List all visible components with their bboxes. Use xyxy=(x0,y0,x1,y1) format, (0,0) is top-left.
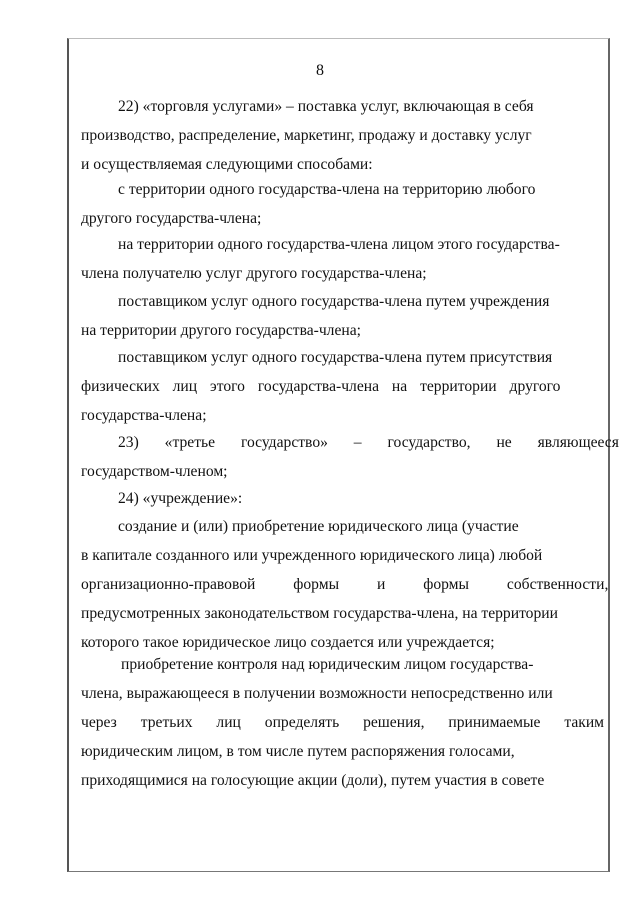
text-line: в капитале созданного или учрежденного юридического лица) любой xyxy=(81,547,543,564)
text-line: государством-членом; xyxy=(81,463,228,480)
text-line: приходящимися на голосующие акции (доли), путем участия в совете xyxy=(81,772,545,789)
text-line: организационно-правовой формы и формы собственности, xyxy=(81,576,609,593)
text-line: на территории другого государства-члена; xyxy=(81,322,361,339)
text-line: физических лиц этого государства-члена на территории другого xyxy=(81,378,561,395)
text-line: юридическим лицом, в том числе путем распоряжения голосами, xyxy=(81,743,515,760)
paragraph-23 xyxy=(81,428,619,486)
text-line: 22) «торговля услугами» – поставка услуг, включающая в себя xyxy=(118,98,534,115)
paragraph-method-2 xyxy=(81,230,587,288)
paragraph-method-3 xyxy=(81,287,587,345)
text-line: члена получателю услуг другого государства-члена; xyxy=(81,265,427,282)
page-number: 8 xyxy=(316,62,324,79)
paragraph-22 xyxy=(81,92,587,179)
text-line: и осуществляемая следующими способами: xyxy=(81,156,373,173)
text-line: которого такое юридическое лицо создается или учреждается; xyxy=(81,634,495,651)
text-line: через третьих лиц определять решения, принимаемые таким xyxy=(81,714,605,731)
text-line: 23) «третье государство» – государство, не являющееся xyxy=(118,434,619,451)
paragraph-method-1 xyxy=(81,175,587,233)
text-line: производство, распределение, маркетинг, продажу и доставку услуг xyxy=(81,127,532,144)
text-line: 24) «учреждение»: xyxy=(118,490,243,507)
text-line: поставщиком услуг одного государства-члена путем присутствия xyxy=(118,349,553,366)
text-line: другого государства-члена; xyxy=(81,210,262,227)
text-line: на территории одного государства-члена лицом этого государства- xyxy=(118,236,560,253)
text-line: создание и (или) приобретение юридического лица (участие xyxy=(118,518,519,535)
text-line: поставщиком услуг одного государства-члена путем учреждения xyxy=(118,293,550,310)
text-line: предусмотренных законодательством государства-члена, на территории xyxy=(81,605,558,622)
text-line: члена, выражающееся в получении возможности непосредственно или xyxy=(81,685,553,702)
text-line: государства-члена; xyxy=(81,407,207,424)
text-line: приобретение контроля над юридическим лицом государства- xyxy=(121,656,534,673)
paragraph-24 xyxy=(81,484,587,513)
paragraph-establishment-1 xyxy=(81,512,609,657)
paragraph-method-4 xyxy=(81,343,587,430)
paragraph-establishment-2 xyxy=(81,650,605,795)
text-line: с территории одного государства-члена на территорию любого xyxy=(118,181,536,198)
